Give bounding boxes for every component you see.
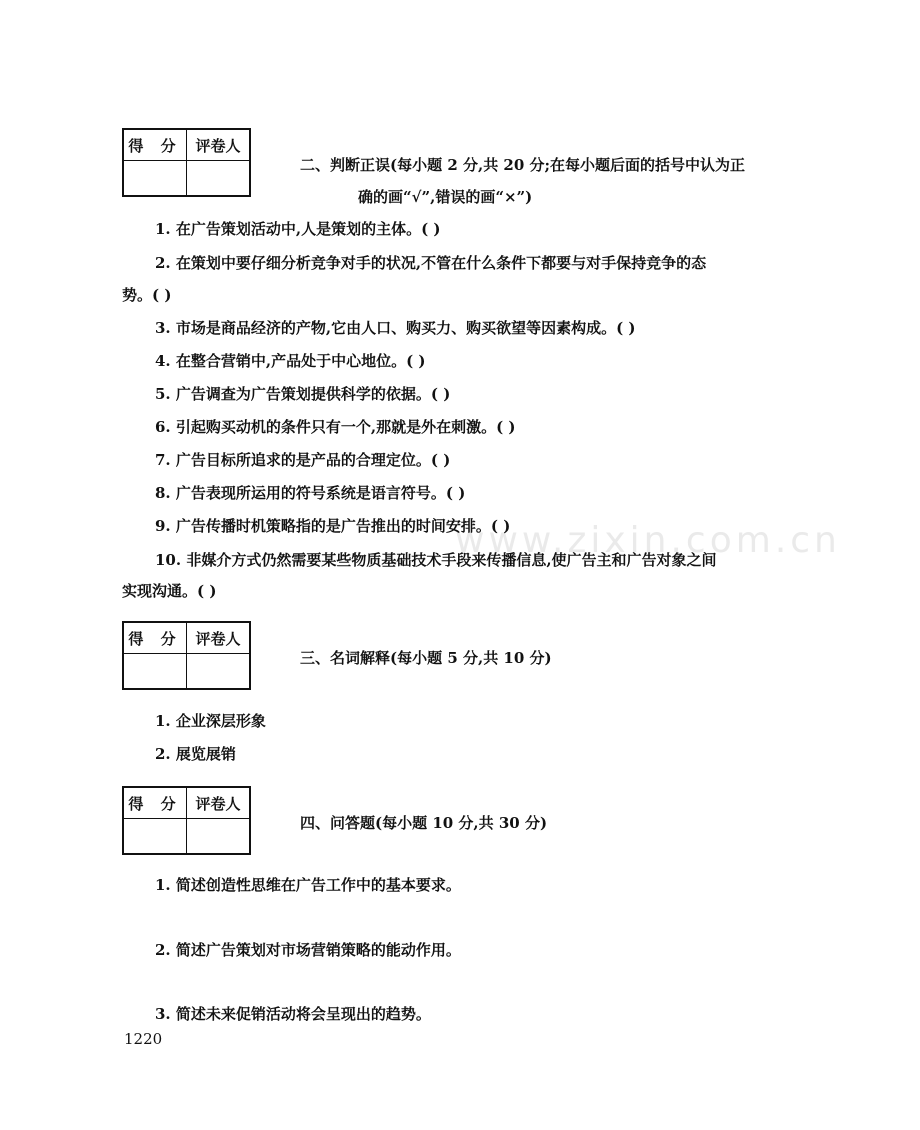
- grader-cell: [187, 161, 251, 197]
- question-item-continuation: 实现沟通。( ): [122, 582, 217, 600]
- grader-cell: [187, 654, 251, 690]
- page-number: 1220: [124, 1030, 163, 1048]
- question-item: 2. 在策划中要仔细分析竞争对手的状况,不管在什么条件下都要与对手保持竞争的态: [155, 254, 707, 272]
- grader-header: 评卷人: [187, 787, 251, 819]
- score-table-section4: [122, 786, 251, 855]
- question-item: 7. 广告目标所追求的是产品的合理定位。( ): [155, 451, 451, 469]
- question-item: 10. 非媒介方式仍然需要某些物质基础技术手段来传播信息,使广告主和广告对象之间: [155, 551, 717, 569]
- question-item: 3. 简述未来促销活动将会呈现出的趋势。: [155, 1005, 431, 1023]
- question-item: 3. 市场是商品经济的产物,它由人口、购买力、购买欲望等因素构成。( ): [155, 319, 636, 337]
- score-cell: [123, 819, 187, 855]
- grader-cell: [187, 819, 251, 855]
- question-item: 2. 展览展销: [155, 745, 236, 763]
- score-table-section2: [122, 128, 251, 197]
- grader-header: 评卷人: [187, 129, 251, 161]
- question-item: 1. 在广告策划活动中,人是策划的主体。( ): [155, 220, 441, 238]
- question-item: 6. 引起购买动机的条件只有一个,那就是外在刺激。( ): [155, 418, 516, 436]
- section4-title: 四、问答题(每小题 10 分,共 30 分): [300, 814, 548, 832]
- question-item: 1. 企业深层形象: [155, 712, 266, 730]
- question-item: 4. 在整合营销中,产品处于中心地位。( ): [155, 352, 426, 370]
- section2-title-line2: 确的画“√”,错误的画“×”): [358, 188, 533, 206]
- score-cell: [123, 161, 187, 197]
- question-item-continuation: 势。( ): [122, 286, 172, 304]
- question-item: 2. 简述广告策划对市场营销策略的能动作用。: [155, 941, 461, 959]
- question-item: 1. 简述创造性思维在广告工作中的基本要求。: [155, 876, 461, 894]
- grader-header: 评卷人: [187, 622, 251, 654]
- score-header: 得 分: [123, 787, 187, 819]
- score-header: 得 分: [123, 129, 187, 161]
- section2-title-line1: 二、判断正误(每小题 2 分,共 20 分;在每小题后面的括号中认为正: [300, 156, 746, 174]
- question-item: 9. 广告传播时机策略指的是广告推出的时间安排。( ): [155, 517, 511, 535]
- question-item: 8. 广告表现所运用的符号系统是语言符号。( ): [155, 484, 466, 502]
- section3-title: 三、名词解释(每小题 5 分,共 10 分): [300, 649, 552, 667]
- question-item: 5. 广告调查为广告策划提供科学的依据。( ): [155, 385, 451, 403]
- score-cell: [123, 654, 187, 690]
- score-table-section3: [122, 621, 251, 690]
- watermark: www.zixin.com.cn: [455, 520, 841, 561]
- score-header: 得 分: [123, 622, 187, 654]
